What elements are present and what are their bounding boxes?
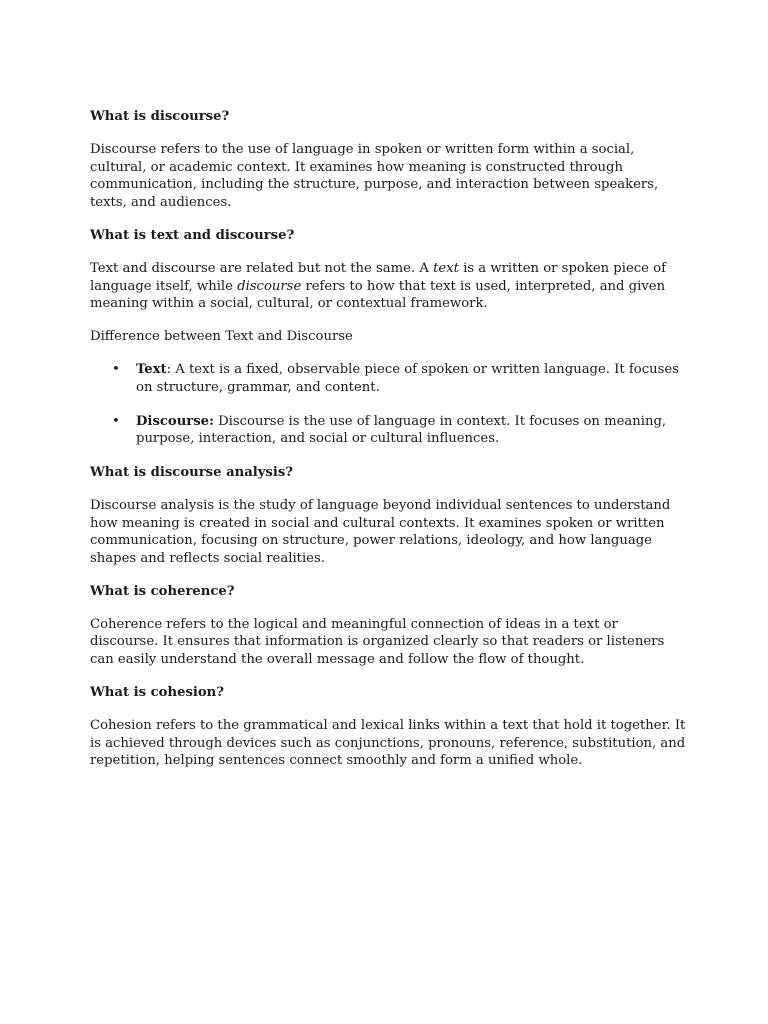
list-description-discourse: Discourse is the use of language in context. It focuses on meaning, purpose, interaction, and social or cultural influences. <box>136 413 667 447</box>
paragraph-text-part-1: Text and discourse are related but not the same. A <box>90 261 434 277</box>
heading-cohesion: What is cohesion? <box>90 685 224 701</box>
heading-text-and-discourse: What is text and discourse? <box>90 227 295 243</box>
list-item-discourse <box>90 413 690 448</box>
paragraph-cohesion: Cohesion refers to the grammatical and lexical links within a text that hold it together. It is achieved through devices such as conjunctions, pronouns, reference, substitution, and repetition, helping sentences connect smoothly and form a unified whole. <box>90 718 686 769</box>
paragraph-text-part-3: refers to how that text is used, interpreted, and given meaning within a social, cultural, or contextual framework. <box>90 278 666 312</box>
italic-term-discourse: discourse <box>237 278 302 294</box>
paragraph-discourse-analysis: Discourse analysis is the study of language beyond individual sentences to understand how meaning is created in social and cultural contexts. It examines spoken or written communication, focusing on structure, power relations, ideology, and how language shapes and reflects social realities. <box>90 497 671 566</box>
paragraph-discourse-definition: Discourse refers to the use of language in spoken or written form within a social, cultural, or academic context. It examines how meaning is constructed through communication, including the structure, purpose, and interaction between speakers, texts, and audiences. <box>90 142 659 210</box>
list-description-text: : A text is a fixed, observable piece of spoken or written language. It focuses on structure, grammar, and content. <box>136 362 679 396</box>
heading-coherence: What is coherence? <box>90 583 235 599</box>
italic-term-text: text <box>433 261 459 277</box>
difference-list <box>90 361 690 447</box>
document-page <box>90 108 690 786</box>
paragraph-text-part-2: is a written or spoken piece of language itself, while <box>90 261 666 294</box>
paragraph-text-and-discourse <box>90 260 690 313</box>
subheading-difference: Difference between Text and Discourse <box>90 329 353 345</box>
heading-what-is-discourse: What is discourse? <box>90 109 230 124</box>
heading-discourse-analysis: What is discourse analysis? <box>90 464 294 480</box>
list-term-text: Text <box>136 362 167 378</box>
list-item-text <box>90 361 690 396</box>
bullet-icon: • <box>112 413 120 429</box>
paragraph-coherence: Coherence refers to the logical and meaningful connection of ideas in a text or discourse. It ensures that information is organized clearly so that readers or listeners can easily understand the overall message and follow the flow of thought. <box>90 616 665 668</box>
list-term-discourse: Discourse: <box>136 413 214 429</box>
bullet-icon: • <box>112 362 120 378</box>
